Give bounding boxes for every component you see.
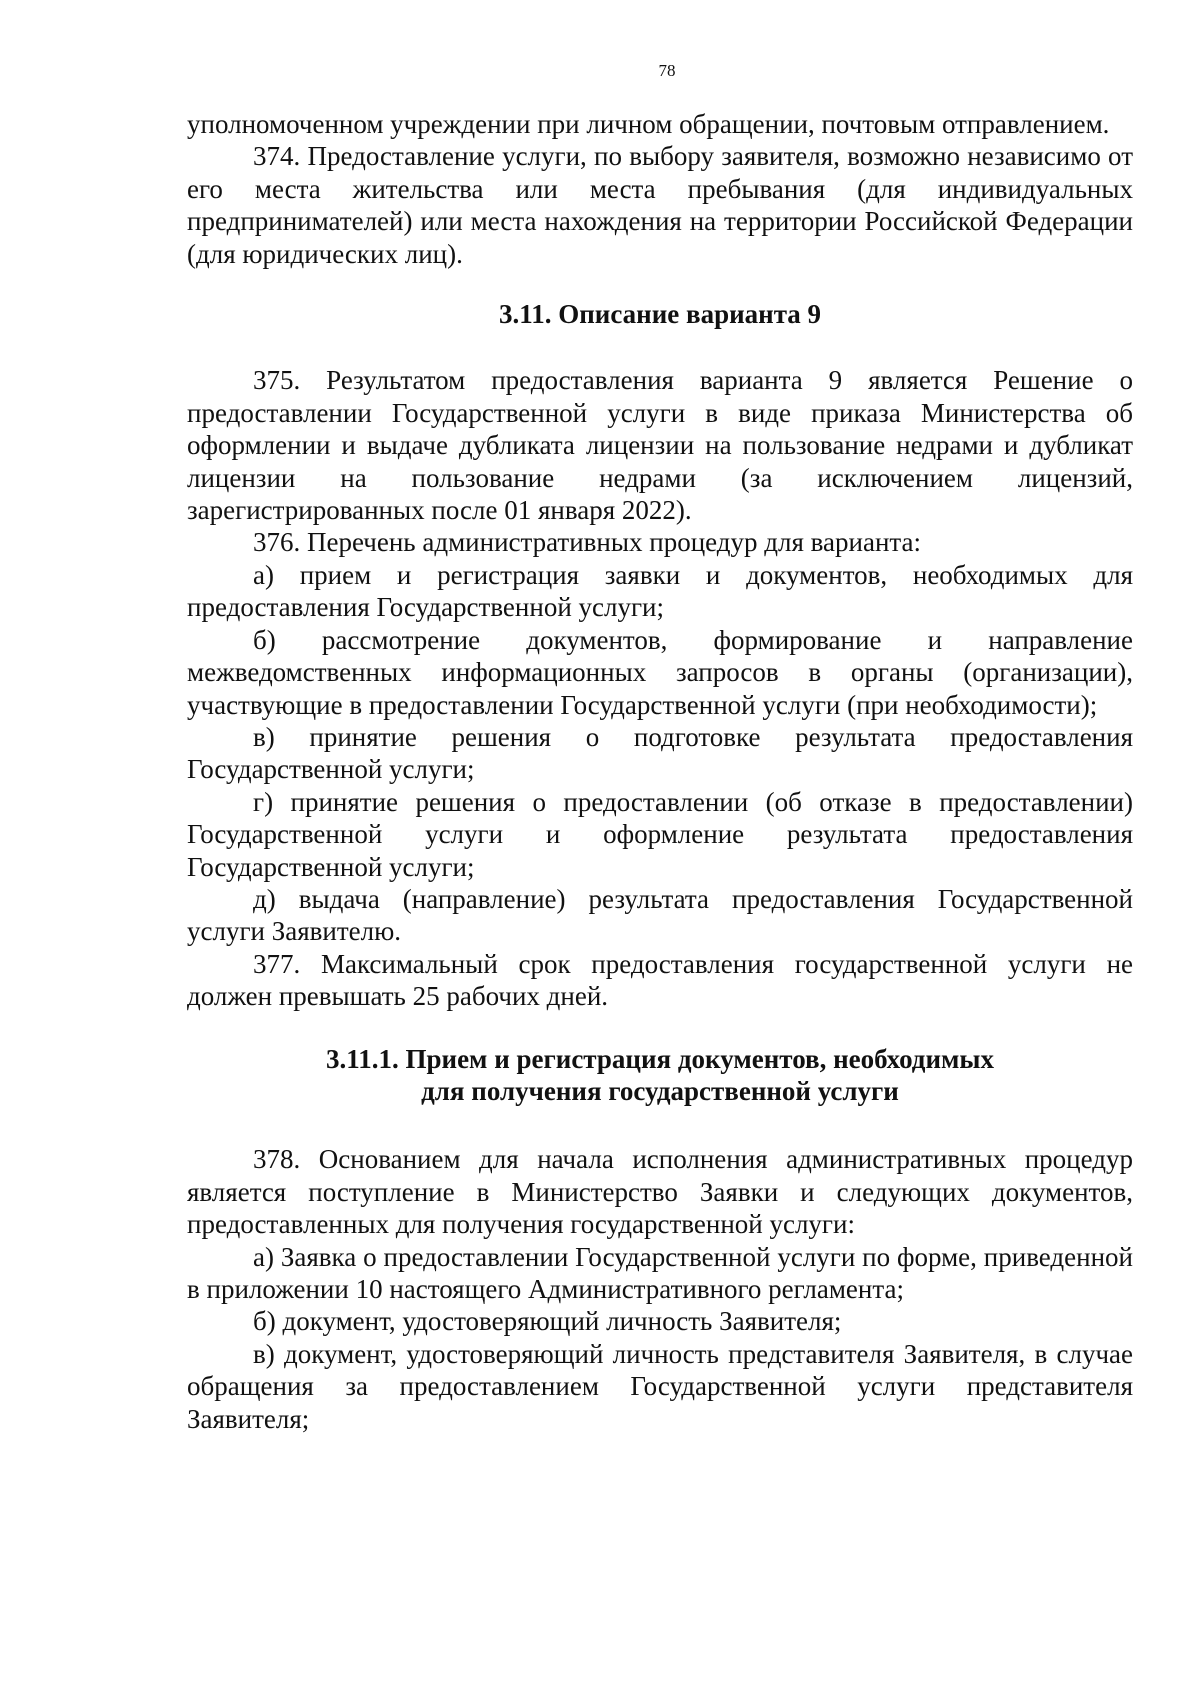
paragraph-continuation: уполномоченном учреждении при личном обращении, почтовым отправлением.	[187, 109, 1110, 139]
paragraph-374: 374. Предоставление услуги, по выбору заявителя, возможно независимо от его места жительства или места пребывания (для индивидуальных предпринимателей) или места нахождения на территории Российской Федерации (для юридических лиц).	[187, 141, 1133, 269]
list-item-b-2: б) документ, удостоверяющий личность Заявителя;	[253, 1306, 842, 1337]
document-page	[187, 60, 1133, 1435]
paragraph-375: 375. Результатом предоставления варианта 9 является Решение о предоставлении Государственной услуги в виде приказа Министерства об оформлении и выдаче дубликата лицензии на пользование недрами и дубликат лицензии на пользование недрами (за исключением лицензий, зарегистрированных после 01 января 2022).	[187, 365, 1133, 526]
section-heading-line-1: 3.11.1. Прием и регистрация документов, необходимых	[325, 1043, 994, 1074]
list-item-v-2: в) документ, удостоверяющий личность представителя Заявителя, в случае обращения за предоставлением Государственной услуги представителя Заявителя;	[187, 1338, 1133, 1434]
list-item-a: а) прием и регистрация заявки и документов, необходимых для предоставления Государственной услуги;	[187, 559, 1133, 623]
list-item-b: б) рассмотрение документов, формирование и направление межведомственных информационных запросов в органы (организации), участвующие в предоставлении Государственной услуги (при необходимости);	[187, 624, 1133, 720]
list-item-v: в) принятие решения о подготовке результата предоставления Государственной услуги;	[187, 721, 1133, 785]
paragraph-378: 378. Основанием для начала исполнения административных процедур является поступление в Министерство Заявки и следующих документов, предоставленных для получения государственной услуги:	[187, 1144, 1133, 1240]
list-item-d: д) выдача (направление) результата предоставления Государственной услуги Заявителю.	[187, 883, 1133, 947]
page-number: 78	[658, 61, 676, 80]
paragraph-376: 376. Перечень административных процедур для варианта:	[253, 527, 922, 558]
section-heading-3-11: 3.11. Описание варианта 9	[498, 299, 822, 330]
section-heading-line-2: для получения государственной услуги	[421, 1075, 899, 1106]
paragraph-377: 377. Максимальный срок предоставления государственной услуги не должен превышать 25 рабочих дней.	[187, 948, 1133, 1012]
list-item-g: г) принятие решения о предоставлении (об отказе в предоставлении) Государственной услуги и оформление результата предоставления Государственной услуги;	[187, 786, 1133, 882]
list-item-a-2: а) Заявка о предоставлении Государственной услуги по форме, приведенной в приложении 10 настоящего Административного регламента;	[187, 1241, 1133, 1304]
section-heading-3-11-1	[187, 1043, 1133, 1108]
